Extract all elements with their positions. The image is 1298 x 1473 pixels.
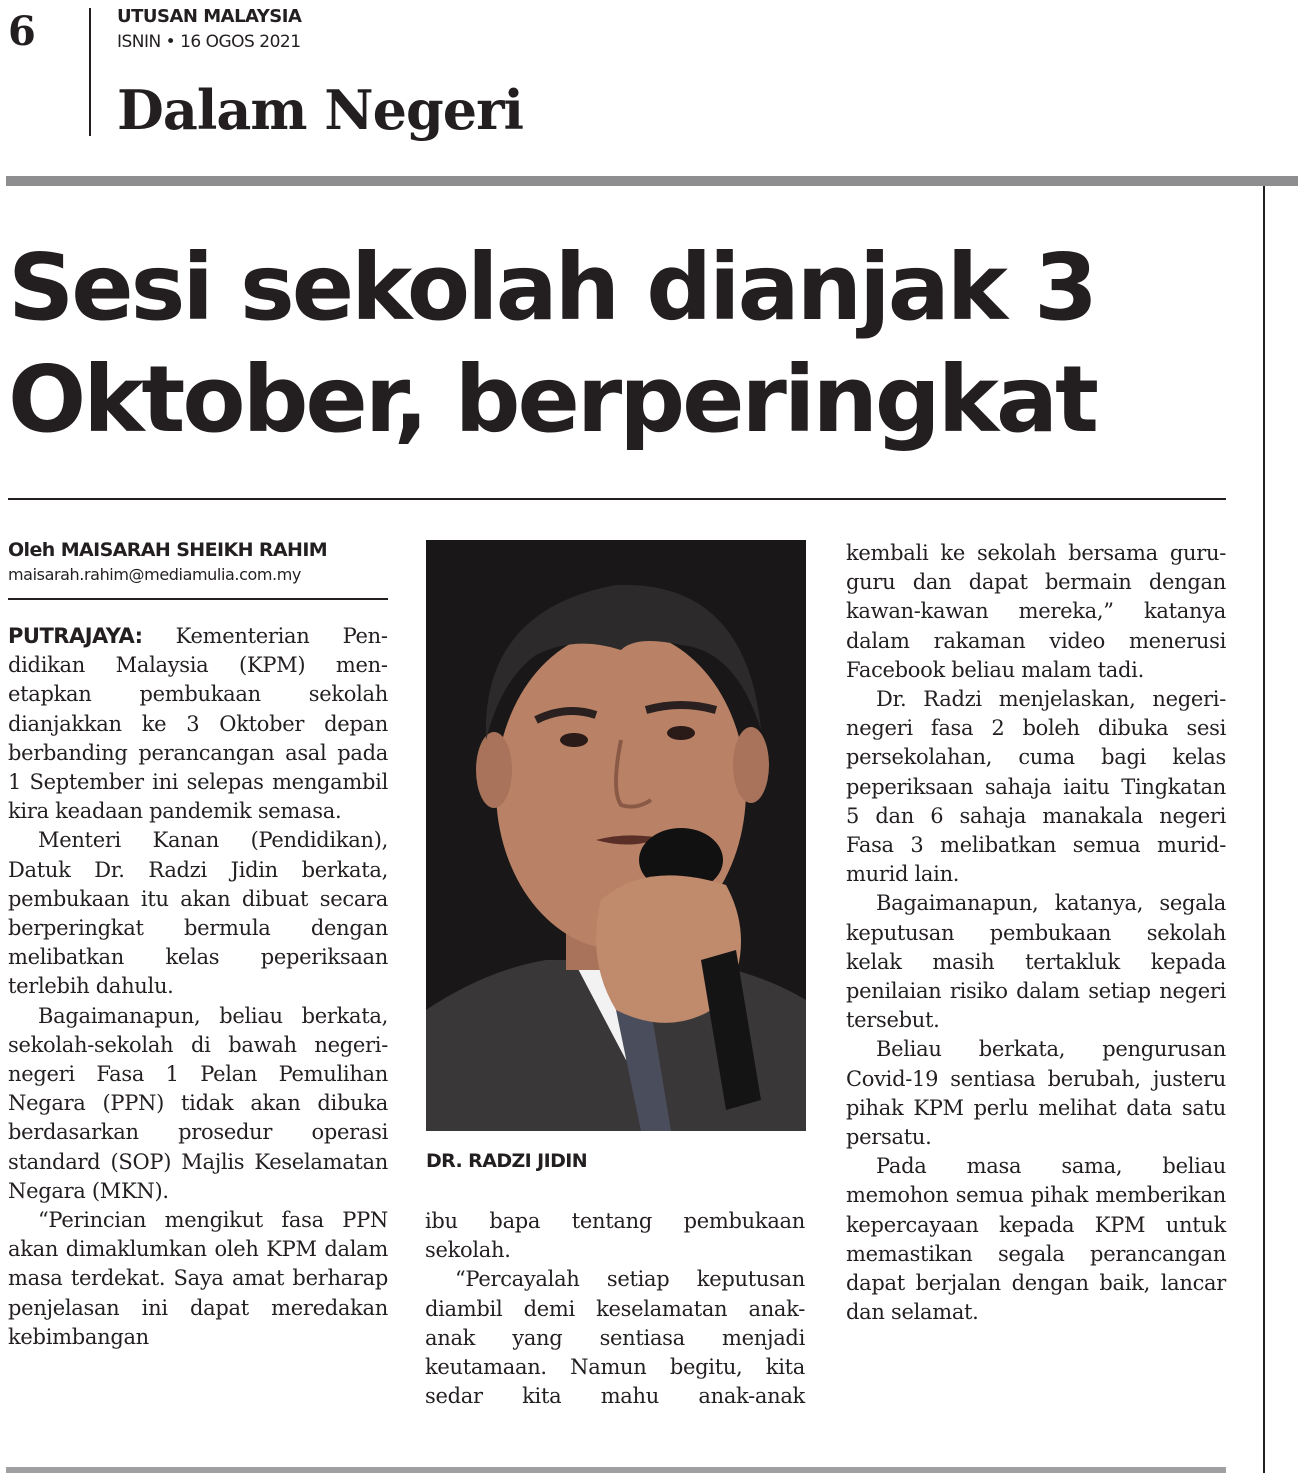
headline-line-1: Sesi sekolah dianjak 3 — [8, 234, 1096, 341]
headline-line-2: Oktober, berperingkat — [8, 346, 1097, 453]
paragraph: PUTRAJAYA: Kementerian Pendidikan Malaysia (KPM) menetapkan pembukaan sekolah dianjakkan ke 3 Oktober depan berbanding perancangan asal pada 1 September ini selepas mengambil kira keadaan pandemik semasa. — [8, 624, 388, 824]
paragraph: Menteri Kanan (Pendidikan), Datuk Dr. Radzi Jidin berkata, pembukaan itu akan dibuat secara berperingkat bermula dengan melibatkan kelas peperiksaan terlebih dahulu. — [8, 828, 388, 999]
dateline: PUTRAJAYA: — [8, 624, 143, 648]
page-number: 6 — [8, 8, 36, 55]
bottom-rule — [6, 1467, 1226, 1473]
section-title: Dalam Negeri — [117, 78, 524, 142]
headline-rule — [8, 498, 1226, 500]
byline-email[interactable]: maisarah.rahim@mediamulia.com.my — [8, 565, 301, 584]
headline — [8, 232, 1248, 456]
paragraph: “Percayalah setiap keputusan diambil demi keselamatan anak-anak yang sentiasa menjadi keutamaan. Namun begitu, kita sedar kita mahu anak-anak — [425, 1267, 805, 1409]
photo-caption: DR. RADZI JIDIN — [426, 1150, 588, 1172]
article-column-2 — [425, 1207, 805, 1411]
paragraph: “Perincian mengikut fasa PPN akan dimaklumkan oleh KPM dalam masa terdekat. Saya amat berharap penjelasan ini dapat meredakan kebimbangan — [8, 1208, 388, 1349]
article-column-1 — [8, 622, 388, 1352]
byline: Oleh MAISARAH SHEIKH RAHIM — [8, 539, 328, 561]
paragraph: Pada masa sama, beliau memohon semua pihak memberikan kepercayaan kepada KPM untuk memastikan segala perancangan dapat berjalan dengan baik, lancar dan selamat. — [846, 1154, 1226, 1325]
paragraph: Dr. Radzi menjelaskan, negeri-negeri fasa 2 boleh dibuka sesi persekolahan, cuma bagi kelas peperiksaan sahaja iaitu Tingkatan 5 dan 6 sahaja manakala negeri Fasa 3 melibatkan semua murid-murid lain. — [846, 687, 1226, 887]
article-column-3 — [846, 539, 1226, 1327]
paragraph: Bagaimanapun, katanya, segala keputusan pembukaan sekolah kelak masih tertakluk kepada penilaian risiko dalam setiap negeri tersebut. — [846, 891, 1226, 1033]
paragraph: ibu bapa tentang pembukaan sekolah. — [425, 1209, 805, 1263]
paragraph: Bagaimanapun, beliau berkata, sekolah-sekolah di bawah negeri-negeri Fasa 1 Pelan Pemulihan Negara (PPN) tidak akan dibuka berdasarkan prosedur operasi standard (SOP) Majlis Keselamatan Negara (MKN). — [8, 1003, 388, 1203]
paper-date: ISNIN • 16 OGOS 2021 — [117, 32, 301, 52]
paragraph: kembali ke sekolah bersama guru-guru dan dapat bermain dengan kawan-kawan mereka,” katanya dalam rakaman video menerusi Facebook beliau malam tadi. — [846, 541, 1226, 682]
right-column-rule — [1263, 186, 1265, 1473]
masthead-divider — [89, 8, 91, 136]
paragraph: Beliau berkata, pengurusan Covid-19 sentiasa berubah, justeru pihak KPM perlu melihat data satu persatu. — [846, 1037, 1226, 1150]
portrait-image — [426, 540, 806, 1131]
article-photo — [426, 540, 806, 1131]
byline-rule — [8, 598, 388, 600]
paper-name: UTUSAN MALAYSIA — [117, 6, 302, 27]
top-rule — [6, 176, 1298, 186]
